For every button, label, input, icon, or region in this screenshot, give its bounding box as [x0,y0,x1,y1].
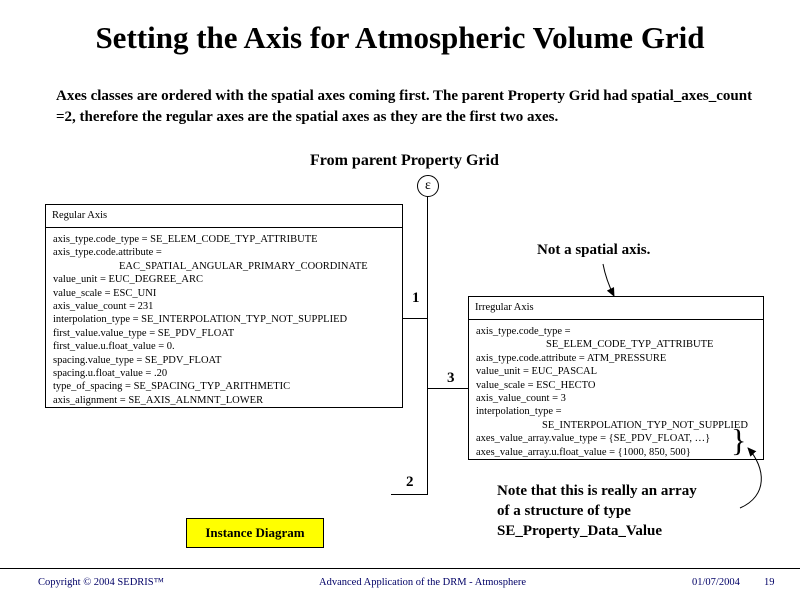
not-spatial-note: Not a spatial axis. [537,242,651,258]
slide-title: Setting the Axis for Atmospheric Volume Grid [95,20,705,55]
attribute-row: EAC_SPATIAL_ANGULAR_PRIMARY_COORDINATE [119,260,368,272]
footer-center-title: Advanced Application of the DRM - Atmosphere [319,577,527,588]
parent-grid-label: From parent Property Grid [310,152,499,169]
instance-diagram-button[interactable]: Instance Diagram [186,518,324,548]
attribute-row: SE_ELEM_CODE_TYP_ATTRIBUTE [546,339,714,351]
attribute-row: axes_value_array.value_type = {SE_PDV_FLOAT, …} [476,433,711,445]
array-note-line: of a structure of type [497,503,631,519]
regular-axis-title: Regular Axis [46,205,402,228]
attribute-row: axis_value_count = 3 [476,393,566,405]
footer-copyright: Copyright © 2004 SEDRIS™ [38,577,164,588]
footer-date: 01/07/2004 [692,577,740,588]
attribute-row: first_value.u.float_value = 0. [53,341,175,353]
footer-page-number: 19 [764,577,775,588]
attribute-row: SE_INTERPOLATION_TYP_NOT_SUPPLIED [542,419,748,431]
attribute-row: spacing.u.float_value = .20 [53,368,168,380]
attribute-row: type_of_spacing = SE_SPACING_TYP_ARITHMETIC [53,381,291,393]
edge-label-3: 3 [447,370,455,386]
attribute-row: spacing.value_type = SE_PDV_FLOAT [53,354,222,366]
attribute-row: axis_type.code_type = SE_ELEM_CODE_TYP_ATTRIBUTE [53,234,318,245]
edge-label-2: 2 [406,474,414,490]
attribute-row: value_scale = ESC_UNI [53,287,157,299]
attribute-row: value_unit = EUC_PASCAL [476,366,598,378]
edge-label-1: 1 [412,290,420,306]
attribute-row: interpolation_type = SE_INTERPOLATION_TYP_NOT_SUPPLIED [53,314,348,326]
irregular-axis-title: Irregular Axis [469,297,763,320]
attribute-row: axis_value_count = 231 [53,301,154,313]
intro-text: Axes classes are ordered with the spatial axes coming first. The parent Property Grid had spatial_axes_count =2, therefore the regular axes are the spatial axes as they are the first two axes. [56,88,753,125]
attribute-row: axis_alignment = SE_AXIS_ALNMNT_LOWER [53,394,264,406]
attribute-row: axis_type.code.attribute = ATM_PRESSURE [476,352,667,364]
attribute-row: value_unit = EUC_DEGREE_ARC [53,274,203,286]
epsilon-node: ε [417,175,439,197]
attribute-row: first_value.value_type = SE_PDV_FLOAT [53,327,235,339]
attribute-row: interpolation_type = [476,406,562,418]
attribute-row: value_scale = ESC_HECTO [476,379,596,391]
array-note-line: SE_Property_Data_Value [497,523,662,539]
attribute-row: axes_value_array.u.float_value = {1000, 850, 500} [476,446,691,458]
array-brace: } [731,422,747,458]
attribute-row: axis_type.code.attribute = [53,247,162,259]
attribute-row: axis_type.code_type = [476,326,571,337]
array-note-line: Note that this is really an array [497,483,697,499]
not-spatial-arrow [603,264,614,296]
footer-divider [0,568,800,569]
array-note [497,481,757,541]
